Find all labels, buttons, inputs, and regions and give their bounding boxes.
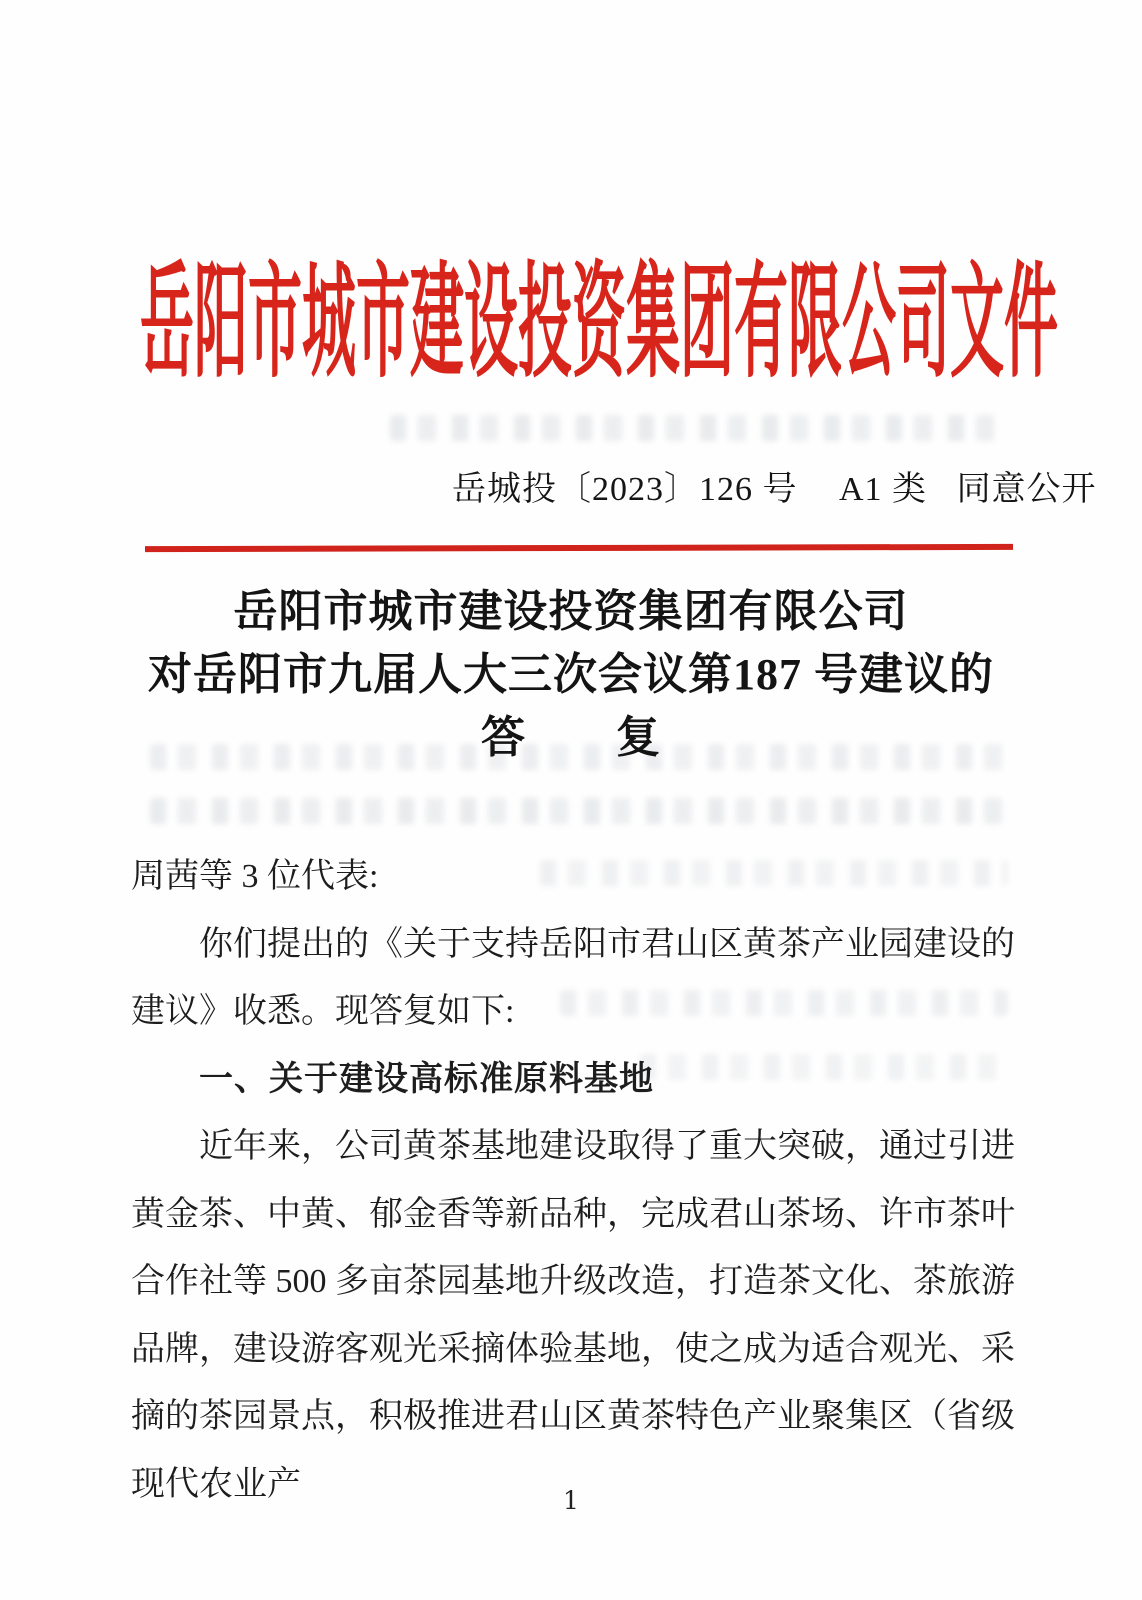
doc-publicity-status: 同意公开 [956,471,1097,508]
doc-number: 岳城投〔2023〕126 号 [452,471,798,508]
paragraph-section-1-body: 近年来，公司黄茶基地建设取得了重大突破，通过引进黄金茶、中黄、郁金香等新品种，完成君山茶场、许市茶叶合作社等 500 多亩茶园基地升级改造，打造茶文化、茶旅游品牌，建设游客观光采摘体验基地，使之成为适合观光、采摘的茶园景点，积极推进君山区黄茶特色产业聚集区（省级现代农业产 [131,1128,1015,1503]
red-letterhead-title: 岳阳市城市建设投资集团有限公司文件 [140,254,1058,393]
bleedthrough-smudge [150,798,1008,824]
page-number: 1 [563,1486,579,1515]
title-line-2: 对岳阳市九届人大三次会议第187 号建议的 [148,650,994,699]
document-body [131,843,1015,1518]
doc-number-line [452,461,1097,510]
section-heading-1: 一、关于建设高标准原料基地 [199,1059,654,1098]
title-line-3: 答 复 [481,713,661,762]
paragraph-intro: 你们提出的《关于支持岳阳市君山区黄茶产业园建设的建议》收悉。现答复如下: [131,925,1015,1030]
salutation: 周茜等 3 位代表: [131,858,379,895]
doc-classification: A1 类 [839,471,928,508]
document-title [0,580,1142,769]
title-line-1: 岳阳市城市建设投资集团有限公司 [233,587,909,636]
